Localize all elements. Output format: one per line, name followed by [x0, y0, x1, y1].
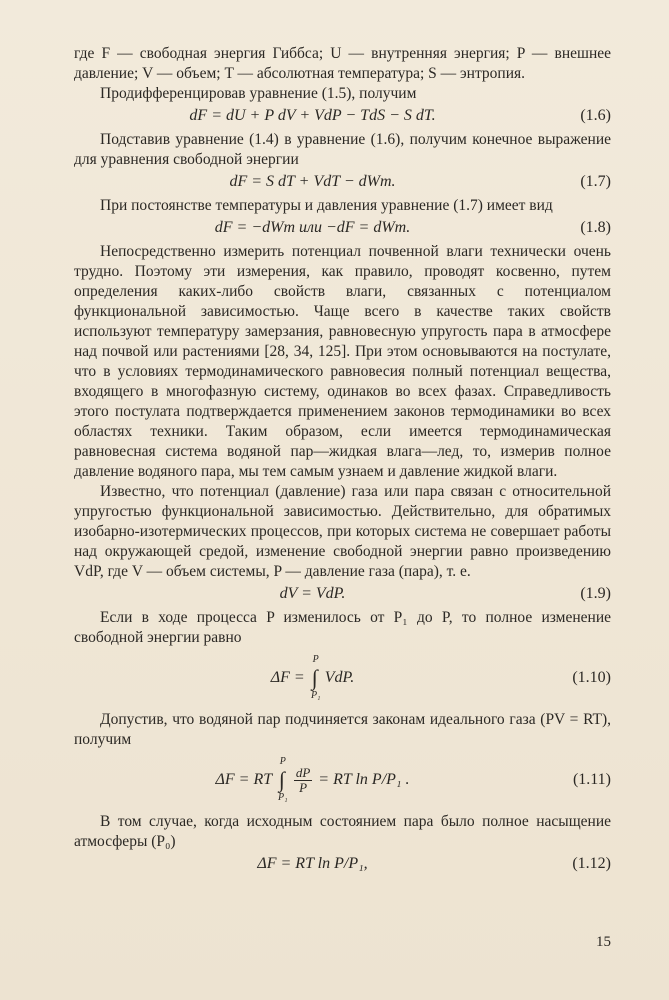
- equation-1-11-expression: [74, 754, 611, 806]
- equation-1-10: [74, 652, 611, 704]
- paragraph-measurement: Непосредственно измерить потенциал почвенной влаги технически очень трудно. Поэтому эти измерения, как правило, проводят косвенно, путем определения каких-либо свойств влаги, связанных с потенциалом функциональной зависимостью. Чаще всего в качестве таких свойств используют температуру замерзания, равновесную упругость пара в атмосфере над почвой или растениями [28, 34, 125]. При этом основываются на постулате, что в условиях термодинамического равновесия полный потенциал вещества, входящего в многофазную систему, одинаков во всех фазах. Справедливость этого постулата подтверждается применением законов термодинамики во всех областях техники. Таким образом, если имеется термодинамическая равновесная система водяной пар—жидкая влага—лед, то, измерив полное давление водяного пара, мы тем самым узнаем и давление жидкой влаги.: [74, 243, 611, 480]
- equation-1-9: [74, 582, 611, 606]
- equation-1-7-expression: dF = S dT + VdT − dWm.: [229, 173, 396, 190]
- paragraph-process-change: Если в ходе процесса P изменилось от P₁ до P, то полное изменение свободной энергии равно: [74, 609, 611, 646]
- equation-1-12-expression: ΔF = RT ln P/P₁,: [257, 855, 368, 872]
- paragraph-saturation: В том случае, когда исходным состоянием пара было полное насыщение атмосферы (P₀): [74, 813, 611, 850]
- paragraph-constant: При постоянстве температуры и давления уравнение (1.7) имеет вид: [100, 197, 553, 214]
- integral-upper-limit: P: [279, 756, 286, 768]
- equation-1-8: [74, 216, 611, 240]
- fraction-denominator: P: [299, 779, 308, 795]
- equation-1-6: [74, 104, 611, 128]
- equation-1-12: [74, 852, 611, 876]
- equation-1-9-expression: dV = VdP.: [279, 585, 346, 602]
- equation-1-10-lhs: ΔF =: [270, 669, 305, 686]
- paragraph-definitions: где F — свободная энергия Гиббса; U — внутренняя энергия; P — внешнее давление; V — объем; T — абсолютная температура; S — энтропия.: [74, 45, 611, 82]
- equation-1-8-expression: dF = −dWm или −dF = dWm.: [214, 219, 411, 236]
- equation-1-7-number: (1.7): [580, 173, 611, 190]
- integral-sign: P ∫ P₁: [276, 769, 288, 791]
- paragraph-ideal-gas: Допустив, что водяной пар подчиняется законам идеального газа (PV = RT), получим: [74, 711, 611, 748]
- equation-1-10-number: (1.10): [572, 669, 611, 686]
- equation-1-11: [74, 754, 611, 806]
- equation-1-10-expression: [74, 652, 611, 704]
- equation-1-7: [74, 170, 611, 194]
- fraction-numerator: dP: [295, 764, 311, 780]
- page-number: 15: [596, 934, 611, 950]
- integral-lower-limit: P₁: [310, 690, 321, 702]
- equation-1-6-expression: dF = dU + P dV + VdP − TdS − S dT.: [189, 107, 436, 124]
- equation-1-6-number: (1.6): [580, 107, 611, 124]
- paragraph-differentiate: Продифференцировав уравнение (1.5), получим: [100, 85, 417, 102]
- equation-1-11-lhs: ΔF = RT: [215, 771, 272, 788]
- fraction-dp-over-p: [294, 766, 312, 795]
- paragraph-gas-potential: Известно, что потенциал (давление) газа или пара связан с относительной упругостью функциональной зависимостью. Действительно, для обратимых изобарно-изотермических процессов, при которых система не совершает работы над окружающей средой, изменение свободной энергии равно произведению VdP, где V — объем системы, P — давление газа (пара), т. е.: [74, 483, 611, 580]
- equation-1-8-number: (1.8): [580, 219, 611, 236]
- integral-upper-limit: P: [312, 654, 319, 666]
- integral-sign: P ∫ P₁: [309, 667, 321, 689]
- equation-1-12-number: (1.12): [572, 855, 611, 872]
- equation-1-11-rhs: = RT ln P/P₁ .: [318, 771, 410, 788]
- integral-lower-limit: P₁: [278, 792, 288, 804]
- equation-1-11-number: (1.11): [572, 771, 611, 788]
- paragraph-substitute: Подставив уравнение (1.4) в уравнение (1.6), получим конечное выражение для уравнения свободной энергии: [74, 131, 611, 168]
- equation-1-10-rhs: VdP.: [324, 669, 355, 686]
- equation-1-9-number: (1.9): [580, 585, 611, 602]
